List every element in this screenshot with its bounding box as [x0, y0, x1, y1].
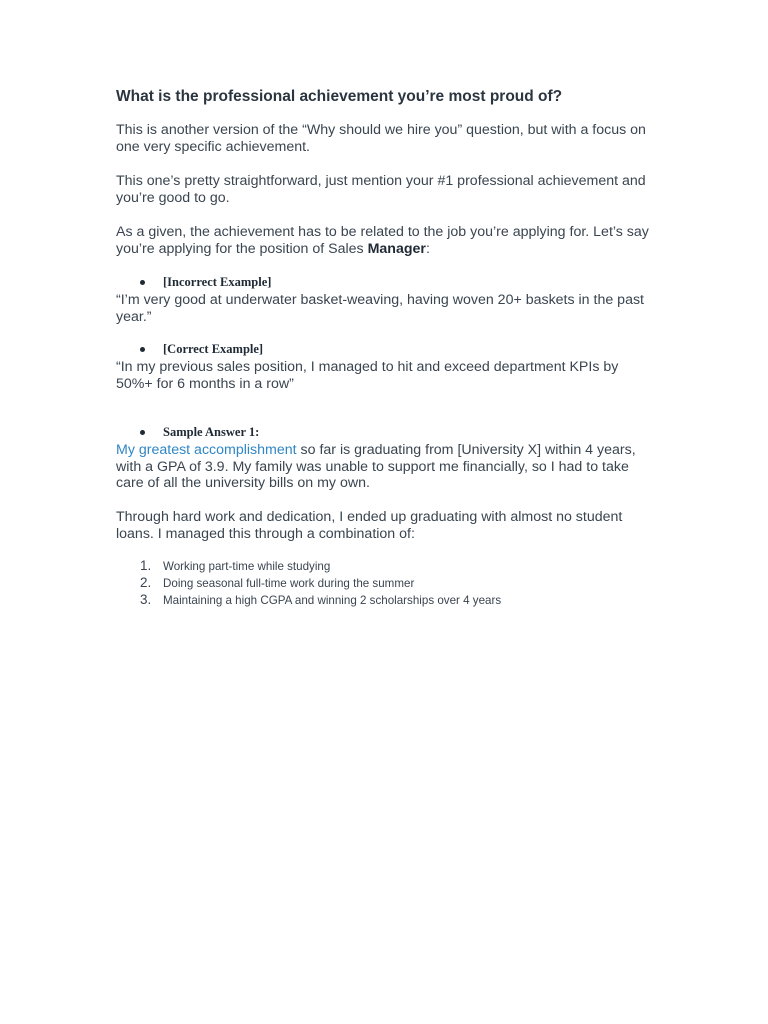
list-item: [116, 558, 656, 575]
given-suffix: :: [425, 241, 430, 257]
list-number: 1.: [140, 557, 152, 573]
list-item: [116, 592, 656, 609]
incorrect-example-text: “I’m very good at underwater basket-weaving, having woven 20+ baskets in the past year.”: [116, 292, 644, 325]
sample-answer-label: Sample Answer 1:: [163, 425, 260, 439]
achievement-list: [116, 558, 656, 609]
given-paragraph: [116, 224, 656, 258]
bullet-icon: [140, 347, 145, 352]
bullet-icon: [140, 280, 145, 285]
intro-paragraph: This is another version of the “Why should we hire you” question, but with a focus on one very specific achievement.: [116, 122, 646, 155]
list-item-text: Working part-time while studying: [163, 559, 331, 573]
list-item-text: Doing seasonal full-time work during the summer: [163, 576, 415, 590]
straightforward-paragraph: This one’s pretty straightforward, just mention your #1 professional achievement and you’re good to go.: [116, 173, 646, 206]
greatest-accomplishment-link[interactable]: My greatest accomplishment: [116, 442, 297, 458]
list-item-text: Maintaining a high CGPA and winning 2 scholarships over 4 years: [163, 593, 502, 607]
list-item: [116, 575, 656, 592]
hard-work-paragraph: Through hard work and dedication, I ended up graduating with almost no student loans. I managed this through a combination of:: [116, 508, 623, 542]
sample-answer-body: so far is graduating from [University X] within 4 years, with a GPA of 3.9. My family was unable to support me financially, so I had to take care of all the university bills on my own.: [116, 442, 636, 491]
list-number: 2.: [140, 574, 152, 590]
document-page: [116, 86, 656, 609]
correct-example-bullet: [116, 341, 656, 358]
sample-answer-bullet: [116, 424, 656, 441]
given-bold: Manager: [367, 241, 426, 257]
bullet-icon: [140, 430, 145, 435]
correct-example-text: “In my previous sales position, I managed to hit and exceed department KPIs by 50%+ for 6 months in a row”: [116, 359, 619, 392]
sample-answer-text: [116, 442, 656, 492]
incorrect-example-label: [Incorrect Example]: [163, 275, 272, 289]
list-number: 3.: [140, 591, 152, 607]
given-text: As a given, the achievement has to be related to the job you’re applying for. Let’s say you’re applying for the position of Sales: [116, 224, 649, 257]
correct-example-label: [Correct Example]: [163, 342, 264, 356]
page-title: What is the professional achievement you’re most proud of?: [116, 88, 563, 105]
incorrect-example-bullet: [116, 274, 656, 291]
